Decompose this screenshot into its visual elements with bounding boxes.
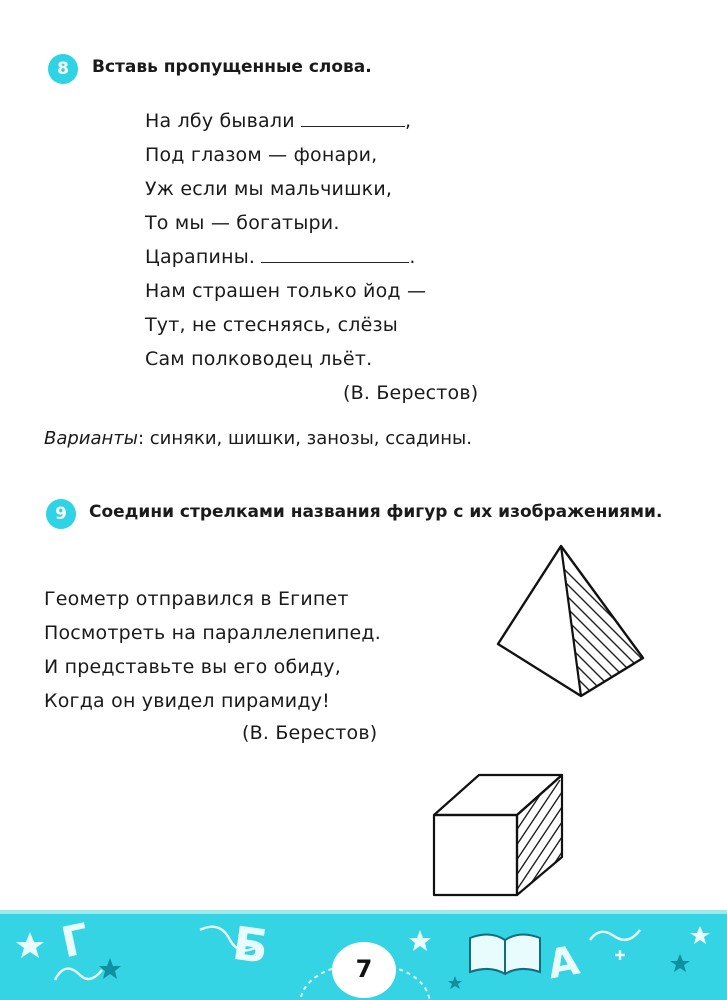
task-9-poem-line-1: Геометр отправился в Египет [44, 588, 349, 610]
footer-letter-b: Б [229, 915, 272, 975]
task-9-poem-line-4: Когда он увидел пирамиду! [44, 690, 330, 712]
page-number: 7 [355, 955, 373, 983]
poem-line-text: Царапины. [145, 246, 262, 268]
task-8-title: Вставь пропущенные слова. [92, 57, 372, 77]
task-8-number: 8 [57, 59, 69, 79]
task-8-author: (В. Берестов) [343, 382, 479, 404]
task-9-poem-line-2: Посмотреть на параллелепипед. [44, 622, 381, 644]
task-8-poem-line-4: То мы — богатыри. [145, 212, 340, 234]
task-8-poem-line-2: Под глазом — фонари, [145, 144, 378, 166]
task-9-poem-line-3: И представьте вы его обиду, [44, 656, 341, 678]
task-8-poem-line-5 [145, 246, 416, 268]
task-9-number-badge [46, 499, 76, 529]
task-9-title: Соедини стрелками названия фигур с их изображениями. [89, 502, 663, 522]
task-8-poem-line-6: Нам страшен только йод — [145, 280, 427, 302]
cube-icon[interactable] [430, 770, 575, 900]
task-8-poem-line-7: Тут, не стесняясь, слёзы [145, 314, 398, 336]
poem-line-text: На лбу бывали [145, 110, 302, 132]
task-9-number: 9 [55, 504, 67, 524]
task-8-poem-line-3: Уж если мы мальчишки, [145, 178, 393, 200]
task-8-poem-line-1 [145, 110, 411, 132]
variants-label: Варианты [44, 428, 138, 449]
poem-line-punct: . [409, 246, 416, 268]
task-8-variants [44, 428, 472, 449]
poem-line-punct: , [405, 110, 412, 132]
pyramid-icon[interactable] [495, 540, 655, 700]
footer-letter-a: А [544, 937, 583, 989]
variants-list: : синяки, шишки, занозы, ссадины. [138, 428, 472, 449]
task-8-number-badge [48, 54, 78, 84]
answer-blank-1[interactable] [301, 110, 405, 127]
footer-letter-g: Г [57, 913, 94, 968]
task-8-poem-line-8: Сам полководец льёт. [145, 348, 373, 370]
task-9-author: (В. Берестов) [242, 722, 378, 744]
answer-blank-2[interactable] [261, 246, 409, 263]
